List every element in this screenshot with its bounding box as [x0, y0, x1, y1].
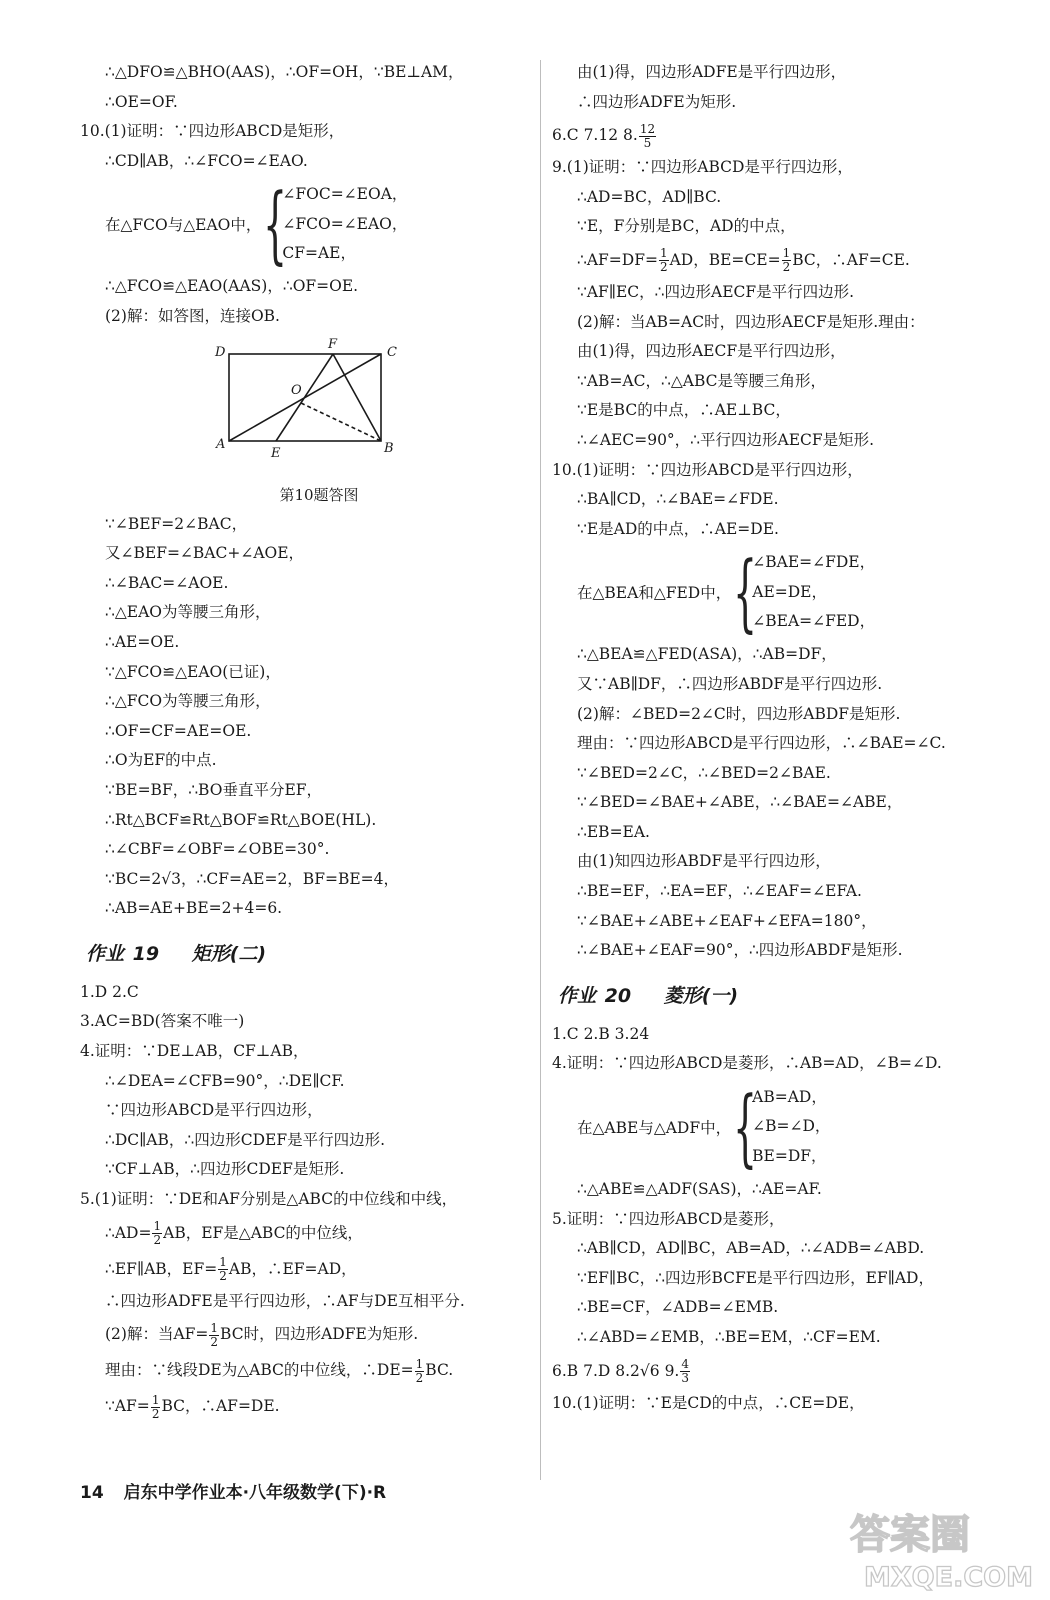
- numerator: 1: [659, 246, 668, 261]
- denominator: 2: [415, 1370, 424, 1385]
- equation-system: [80, 176, 528, 272]
- text-line: ∴O为EF的中点.: [105, 751, 217, 770]
- numerator: 1: [151, 1392, 160, 1407]
- text-line: ∴BE=EF，∴EA=EF，∴∠EAF=∠EFA.: [577, 882, 862, 901]
- text-segment: BC时，四边形ADFE为矩形.: [220, 1325, 419, 1344]
- fraction: [218, 1256, 228, 1283]
- text-segment: BC，∴AF=DE.: [161, 1397, 280, 1416]
- section-heading-hw20: [552, 974, 1008, 1018]
- text-line: ∵△FCO≌△EAO(已证)，: [105, 662, 281, 681]
- text-line-fraction: [80, 1316, 528, 1352]
- system-equation: ∠FCO=∠EAO，: [282, 214, 408, 233]
- text-line-fraction: [80, 1352, 528, 1388]
- text-line: ∴∠DEA=∠CFB=90°，∴DE∥CF.: [105, 1071, 345, 1090]
- text-line-fraction: [80, 1215, 528, 1251]
- text-line: 10.(1)证明：∵四边形ABCD是平行四边形，: [552, 460, 863, 479]
- text-line: ∵∠BAE+∠ABE+∠EAF+∠EFA=180°，: [577, 911, 877, 930]
- text-segment: 6.B 7.D 8.2√6 9.: [552, 1361, 680, 1380]
- text-line: ∴EB=EA.: [577, 822, 650, 841]
- text-line: 1.C 2.B 3.24: [552, 1024, 650, 1043]
- numerator: 1: [210, 1320, 219, 1335]
- text-line: 5.(1)证明：∵DE和AF分别是△ABC的中位线和中线，: [80, 1190, 458, 1209]
- fraction: [152, 1220, 162, 1247]
- fraction: [782, 247, 792, 274]
- fraction: [659, 247, 669, 274]
- text-line: ∴AE=OE.: [105, 632, 180, 651]
- text-line: 3.AC=BD(答案不唯一): [80, 1012, 245, 1031]
- text-segment: AB，∴EF=AD，: [228, 1259, 357, 1278]
- text-segment: AB，EF是△ABC的中位线，: [163, 1223, 363, 1242]
- text-line: (2)解：如答图，连接OB.: [105, 306, 280, 325]
- text-line: ∴∠BAC=∠AOE.: [105, 573, 229, 592]
- text-line-fraction: [552, 242, 1008, 278]
- text-segment: AD，BE=CE=: [669, 250, 781, 269]
- text-line: 1.D 2.C: [80, 982, 139, 1001]
- equation-system: [552, 1079, 1008, 1175]
- fraction: [415, 1358, 425, 1385]
- system-equation: AB=AD，: [752, 1087, 827, 1106]
- text-line: ∴四边形ADFE是平行四边形，∴AF与DE互相平分.: [105, 1291, 465, 1310]
- watermark-bottom: MXQE.COM: [864, 1562, 1033, 1593]
- text-line-fraction: [80, 1388, 528, 1424]
- text-segment: ∴EF∥AB，EF=: [105, 1259, 218, 1278]
- fraction: [639, 123, 656, 150]
- text-line: 又∵AB∥DF，∴四边形ABDF是平行四边形.: [577, 674, 883, 693]
- text-line: ∴△FCO为等腰三角形，: [105, 692, 271, 711]
- text-line: ∴BE=CF，∠ADB=∠EMB.: [577, 1298, 779, 1317]
- answer-line-6-9: [552, 1353, 1008, 1389]
- heading-label: 作业: [86, 942, 125, 965]
- denominator: 2: [659, 260, 668, 275]
- text-line: ∴△EAO为等腰三角形，: [105, 603, 271, 622]
- text-line: ∴OE=OF.: [105, 92, 178, 111]
- text-line: ∵BC=2√3，∴CF=AE=2，BF=BE=4，: [105, 869, 399, 888]
- system-equation: CF=AE，: [282, 244, 357, 263]
- brace-symbol: {: [733, 1078, 758, 1177]
- text-line: (2)解：∠BED=2∠C时，四边形ABDF是矩形.: [577, 704, 901, 723]
- text-line: ∴△ABE≌△ADF(SAS)，∴AE=AF.: [577, 1180, 822, 1199]
- system-equation: AE=DE，: [752, 582, 827, 601]
- text-line: ∴Rt△BCF≌Rt△BOF≌Rt△BOE(HL).: [105, 810, 377, 829]
- text-line: 4.证明：∵DE⊥AB，CF⊥AB，: [80, 1042, 309, 1061]
- text-line: ∵AB=AC，∴△ABC是等腰三角形，: [577, 371, 826, 390]
- denominator: 2: [210, 1334, 219, 1349]
- system-equation: ∠BEA=∠FED，: [752, 612, 876, 631]
- text-segment: ∴AD=: [105, 1223, 152, 1242]
- text-line: ∴∠ABD=∠EMB，∴BE=EM，∴CF=EM.: [577, 1328, 881, 1346]
- watermark-logo: [842, 1502, 1042, 1594]
- fraction: [680, 1358, 690, 1385]
- text-line: ∵E是AD的中点，∴AE=DE.: [577, 519, 779, 538]
- text-segment: 理由：∵线段DE为△ABC的中位线，∴DE=: [105, 1361, 414, 1380]
- text-segment: ∵AF=: [105, 1397, 150, 1416]
- text-line: (2)解：当AB=AC时，四边形AECF是矩形.理由：: [577, 312, 925, 331]
- label-c: C: [387, 344, 397, 360]
- segment-ob-dashed: [301, 403, 381, 441]
- denominator: 3: [681, 1371, 689, 1386]
- heading-number: 19: [132, 942, 160, 965]
- denominator: 5: [643, 135, 652, 150]
- brace-symbol: {: [263, 175, 288, 274]
- text-segment: (2)解：当AF=: [105, 1325, 209, 1344]
- system-equations: [282, 180, 407, 269]
- denominator: 2: [782, 260, 791, 275]
- numerator: 4: [681, 1357, 689, 1372]
- text-line: 10.(1)证明：∵E是CD的中点，∴CE=DE，: [552, 1393, 865, 1412]
- text-line: ∴BA∥CD，∴∠BAE=∠FDE.: [577, 490, 779, 509]
- text-line: ∴四边形ADFE为矩形.: [577, 92, 737, 111]
- text-line: ∵E，F分别是BC，AD的中点，: [577, 217, 796, 236]
- right-column: [552, 58, 1008, 1418]
- section-heading-hw19: [80, 932, 528, 976]
- system-equations: [752, 1083, 830, 1172]
- text-segment: BC.: [425, 1361, 454, 1380]
- text-line: ∴△FCO≌△EAO(AAS)，∴OF=OE.: [105, 277, 359, 296]
- page-number: 14: [80, 1483, 104, 1503]
- label-o: O: [291, 382, 302, 398]
- text-segment: 6.C 7.12 8.: [552, 126, 638, 145]
- label-a: A: [216, 436, 226, 452]
- system-lead: 在△FCO与△EAO中，: [105, 216, 262, 235]
- system-equations: [752, 548, 875, 637]
- heading-label: 作业: [558, 984, 597, 1007]
- text-line: 9.(1)证明：∵四边形ABCD是平行四边形，: [552, 158, 853, 177]
- system-equation: ∠BAE=∠FDE，: [752, 552, 876, 571]
- label-f: F: [328, 336, 338, 352]
- text-line: ∴DC∥AB，∴四边形CDEF是平行四边形.: [105, 1130, 386, 1149]
- system-equation: BE=DF，: [752, 1146, 827, 1165]
- text-line: ∴∠CBF=∠OBF=∠OBE=30°.: [105, 840, 330, 859]
- label-d: D: [215, 344, 226, 360]
- figure-q10: [80, 334, 528, 480]
- heading-title: 菱形(一): [663, 984, 739, 1007]
- text-line: ∴AB=AE+BE=2+4=6.: [105, 899, 283, 918]
- system-equation: ∠FOC=∠EOA，: [282, 184, 408, 203]
- text-line: 又∠BEF=∠BAC+∠AOE，: [105, 544, 305, 563]
- text-line: ∵E是BC的中点，∴AE⊥BC，: [577, 401, 791, 420]
- text-line: ∴△DFO≌△BHO(AAS)，∴OF=OH，∵BE⊥AM，: [105, 63, 464, 81]
- numerator: 12: [639, 121, 656, 136]
- text-line: ∴AD=BC，AD∥BC.: [577, 187, 722, 206]
- text-line: 4.证明：∵四边形ABCD是菱形，∴AB=AD，∠B=∠D.: [552, 1054, 942, 1073]
- text-line: ∵四边形ABCD是平行四边形，: [105, 1101, 323, 1120]
- system-equation: ∠B=∠D，: [752, 1117, 831, 1136]
- segment-ef: [276, 354, 333, 441]
- numerator: 1: [153, 1219, 162, 1234]
- text-line: 5.证明：∵四边形ABCD是菱形，: [552, 1209, 785, 1228]
- text-line: ∴∠AEC=90°，∴平行四边形AECF是矩形.: [577, 430, 875, 449]
- denominator: 2: [219, 1269, 227, 1284]
- figure-caption: 第10题答图: [279, 485, 359, 504]
- numerator: 1: [782, 246, 791, 261]
- heading-title: 矩形(二): [191, 942, 267, 965]
- question-10-title: 10.(1)证明：∵四边形ABCD是矩形，: [80, 122, 345, 141]
- text-line-fraction: [80, 1251, 528, 1287]
- watermark-top: 答案圈: [850, 1512, 970, 1558]
- answer-line-6-8: [552, 117, 1008, 153]
- fraction: [151, 1394, 161, 1421]
- text-line: ∵∠BEF=2∠BAC，: [105, 514, 248, 533]
- text-line: ∵BE=BF，∴BO垂直平分EF，: [105, 780, 323, 799]
- text-line: 由(1)知四边形ABDF是平行四边形，: [577, 852, 831, 871]
- page-footer: [80, 1478, 386, 1503]
- text-line: 理由：∵四边形ABCD是平行四边形，∴∠BAE=∠C.: [577, 734, 946, 753]
- heading-number: 20: [604, 984, 632, 1007]
- label-e: E: [271, 445, 281, 461]
- text-segment: BC，∴AF=CE.: [792, 250, 910, 269]
- fraction: [209, 1322, 219, 1349]
- column-divider: [540, 60, 541, 1480]
- denominator: 2: [151, 1406, 160, 1421]
- numerator: 1: [219, 1255, 227, 1270]
- text-line: ∵EF∥BC，∴四边形BCFE是平行四边形，EF∥AD，: [577, 1268, 934, 1287]
- system-lead: 在△ABE与△ADF中，: [577, 1119, 732, 1138]
- text-line: ∴CD∥AB，∴∠FCO=∠EAO.: [105, 151, 308, 170]
- left-column: [80, 58, 528, 1424]
- system-lead: 在△BEA和△FED中，: [577, 584, 732, 603]
- text-line: ∵AF∥EC，∴四边形AECF是平行四边形.: [577, 282, 855, 301]
- text-line: ∵∠BED=∠BAE+∠ABE，∴∠BAE=∠ABE，: [577, 793, 903, 812]
- rectangle-diagram: [80, 334, 528, 480]
- equation-system: [552, 544, 1008, 640]
- text-line: 由(1)得，四边形ADFE是平行四边形，: [577, 63, 847, 81]
- text-line: ∵CF⊥AB，∴四边形CDEF是矩形.: [105, 1160, 345, 1179]
- text-line: 由(1)得，四边形AECF是平行四边形，: [577, 342, 846, 361]
- text-line: ∴AB∥CD，AD∥BC，AB=AD，∴∠ADB=∠ABD.: [577, 1239, 925, 1258]
- book-title: 启东中学作业本·八年级数学(下)·R: [123, 1483, 387, 1503]
- brace-symbol: {: [733, 543, 758, 642]
- text-line: ∵∠BED=2∠C，∴∠BED=2∠BAE.: [577, 763, 831, 782]
- denominator: 2: [153, 1233, 162, 1248]
- text-line: ∴OF=CF=AE=OE.: [105, 721, 252, 740]
- label-b: B: [384, 440, 394, 456]
- text-line: ∴∠BAE+∠EAF=90°，∴四边形ABDF是矩形.: [577, 941, 903, 960]
- text-line: ∴△BEA≌△FED(ASA)，∴AB=DF，: [577, 645, 837, 664]
- text-segment: ∴AF=DF=: [577, 250, 658, 269]
- numerator: 1: [415, 1356, 424, 1371]
